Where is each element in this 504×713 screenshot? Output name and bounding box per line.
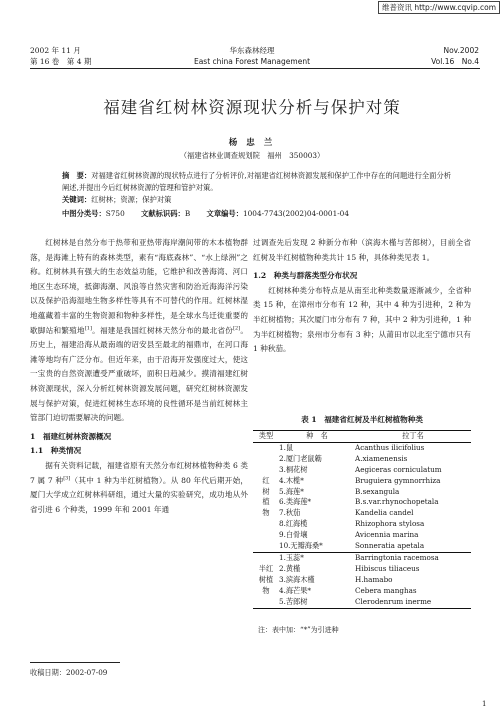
header-date-en: Nov.2002 (443, 46, 479, 55)
table-row (253, 476, 471, 487)
species-latin: H.hamabo (355, 574, 393, 584)
category-label: 物 (262, 585, 270, 595)
table-row (253, 519, 471, 530)
species-cn: 8.红海榄 (279, 519, 308, 529)
species-cn: 7.秋茄 (279, 508, 301, 518)
header-right (431, 45, 479, 67)
species-latin: Acanthus ilicifolius (355, 442, 425, 452)
author: 杨 忠 兰 (228, 138, 276, 148)
table-row (253, 552, 471, 563)
paragraph: 据有关资料记载，福建省原有天然分布红树林植物种类 6 类 7 属 7 种[3]（其中 1 种为半红树植物）。从 80 年代后期开始，厦门大学成立红树林科研组，通过大量的实验研究，成功地从外省引进 6 个种类，1999 年和 2001 年通 (30, 460, 248, 514)
table-group-mangrove (253, 442, 471, 552)
species-latin: Aegiceras corniculatum (355, 464, 442, 474)
journal-name-en: East china Forest Management (193, 57, 311, 66)
species-latin: Barringtonia racemosa (355, 552, 439, 562)
journal-name-cn: 华东森林经理 (229, 46, 275, 55)
table-group-semi-mangrove (253, 552, 471, 608)
classification-line (62, 208, 452, 220)
right-column (253, 236, 471, 357)
table-row (253, 442, 471, 453)
table-row (253, 465, 471, 476)
species-cn: 3.桐花树 (279, 464, 308, 474)
affiliation: （福建省林业调查规划院 福州 350003） (179, 151, 325, 160)
species-cn: 2.黄槿 (279, 563, 301, 573)
header-center (0, 45, 504, 67)
keywords-text: 红树林；资源；保护对策 (91, 195, 172, 204)
table-header: 拉丁名 (355, 431, 471, 443)
category-label: 树 (262, 486, 270, 496)
table-row (253, 597, 471, 608)
table-caption: 表 1 福建省红树及半红树植物种类 (301, 415, 423, 424)
table-header: 种 名 (279, 431, 355, 443)
doc-value: B (184, 209, 191, 218)
table-category (253, 552, 279, 608)
table-row (253, 454, 471, 465)
species-latin: Clerodenrum inerme (355, 597, 471, 608)
paragraph: 红树林是自然分布于热带和亚热带海岸潮间带的木本植物群落，是海滩上特有的森林类型，素有“海底森林”、“水上绿洲”之称。红树林具有强大的生态效益功能，它维护和改善海湾、河口地区生态环境，抵御海潮、风浪等自然灾害和防治近海海洋污染以及保护沿海湿地生物多样性等具有不可替代的作用。红树林湿地蕴藏着丰富的生物资源和物种多样性，是全球水鸟迁徙重要的歇脚站和繁殖地[1]。福建是我国红树林天然分布的最北省份[2]。历史上，福建沿海从最南端的诏安县至最北的福鼎市，在河口海滩等地均有广泛分布。但近年来，由于沿海开发强度过大，使这一宝贵的自然资源遭受严重破坏，面积日趋减少。摸清福建红树林资源现状，深入分析红树林资源发展问题，研究红树林资源发展与保护对策，促进红树林生态环境的良性循环是当前红树林主管部门迫切需要解决的问题。 (30, 238, 249, 423)
header-rule (30, 68, 480, 69)
species-cn: 3.滨海木槿 (279, 574, 315, 584)
species-cn: 2.厦门老鼠簕 (279, 453, 322, 463)
species-cn: 6.类海莲* (279, 497, 312, 507)
species-latin: Hibiscus tiliaceus (355, 563, 420, 573)
table-row (253, 497, 471, 508)
art-value: 1004-7743(2002)04-0001-04 (243, 209, 349, 218)
paragraph: 红树林种类分布特点是从南至北种类数量逐渐减少，全省种类 15 种，在漳州市分布有 12 种，其中 4 种为引进种，2 种为半红树植物；其次厦门市分布有 7 种，其中 2 种为引进种，1 种为半红树植物；泉州市分布有 3 种；从莆田市以北至宁德市只有 1 种秋茄。 (253, 285, 471, 354)
category-label: 物 (262, 508, 270, 518)
header-volume-en: Vol.16 No.4 (431, 57, 479, 66)
species-latin: Kandelia candel (355, 508, 414, 518)
paragraph: 过调查先后发现 2 种新分布种（滨海木槿与苦郎树），目前全省红树及半红树植物种类共计 15 种，具体种类见表 1。 (253, 238, 471, 262)
received-date: 收稿日期：2002-07-09 (30, 668, 108, 677)
species-cn: 4.海芒果* (279, 585, 312, 595)
watermark: 维普资讯 http://www.cqvip.com (378, 1, 500, 14)
category-label: 植 (262, 497, 270, 507)
species-cn: 9.白骨壤 (279, 530, 308, 540)
clc-label: 中图分类号： (62, 209, 106, 218)
section-heading: 1 福建红树林资源概况 (30, 431, 112, 441)
subsection-heading: 1.2 种类与群落类型分布状况 (253, 271, 358, 281)
species-cn: 1.玉蕊* (279, 552, 304, 562)
species-latin: Rhizophora stylosa (355, 519, 425, 529)
header-date: 2002 年 11 月 (30, 46, 81, 55)
species-cn: 1.鼠 (279, 442, 294, 452)
species-latin: Avicennia marina (355, 530, 419, 540)
table-note: 注：表中加：“*”为引进种 (258, 626, 339, 634)
table-row (253, 586, 471, 597)
abstract (62, 170, 452, 193)
species-latin: B.sexangula (355, 486, 400, 496)
species-latin: Sonneratia apetala (355, 541, 471, 552)
category-label: 红 (262, 475, 270, 485)
category-label: 树植 (258, 574, 274, 584)
species-cn: 4.木榄* (279, 475, 304, 485)
footnote-rule (30, 662, 120, 663)
species-table (253, 430, 471, 609)
page-number: 1 (482, 700, 487, 708)
species-latin: B.s.var.rhynochopetala (355, 497, 439, 507)
subsection-heading: 1.1 种类情况 (30, 446, 82, 456)
table-row (253, 541, 471, 552)
species-cn: 5.海莲* (279, 486, 304, 496)
keywords (62, 194, 452, 206)
species-latin: Bruguiera gymnorrhiza (355, 475, 441, 485)
table-row (253, 508, 471, 519)
category-label: 半红 (258, 563, 274, 573)
abstract-label: 摘 要： (62, 171, 92, 180)
header-volume: 第 16 卷 第 4 期 (30, 57, 92, 66)
table-row (253, 530, 471, 541)
species-cn: 5.苦郎树 (279, 597, 355, 608)
art-label: 文章编号： (206, 209, 244, 218)
species-cn: 10.无瓣海桑* (279, 541, 355, 552)
table-row (253, 564, 471, 575)
table-category (253, 442, 279, 552)
table-row (253, 487, 471, 498)
table-header: 类型 (253, 431, 279, 443)
left-column (30, 236, 248, 517)
keywords-label: 关键词： (62, 195, 92, 204)
species-latin: Cebera manghas (355, 585, 417, 595)
clc-value: S750 (105, 209, 125, 218)
abstract-text: 对福建省红树林资源的现状特点进行了分析评价,对福建省红树林资源发展和保护工作中存在的问题进行全面分析阐述,并提出今后红树林资源的管理和管护对策。 (62, 171, 452, 192)
species-latin: A.xiamenensis (355, 453, 408, 463)
table-row (253, 575, 471, 586)
doc-label: 文献标识码： (141, 209, 185, 218)
page-title: 福建省红树林资源现状分析与保护对策 (103, 98, 401, 117)
